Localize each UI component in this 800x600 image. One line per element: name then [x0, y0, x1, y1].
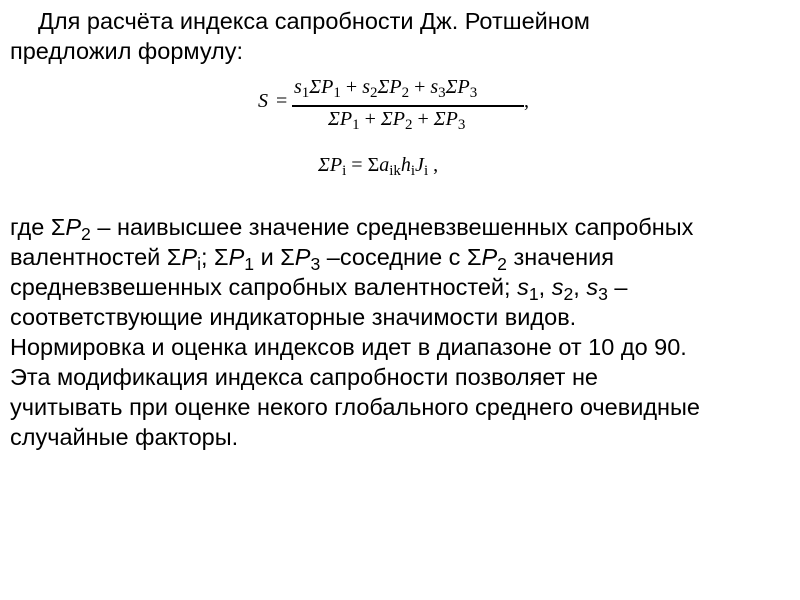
explanation-paragraph	[10, 212, 795, 452]
body-line-5: Нормировка и оценка индексов идет в диапазоне от 10 до 90.	[10, 334, 687, 360]
body-line-3: средневзвешенных сапробных валентностей; $s_1$, $s_2$, $s_3$ –	[10, 274, 628, 304]
formula-lhs: S	[258, 90, 268, 112]
fraction-bar	[292, 105, 524, 107]
body-line-6: Эта модификация индекса сапробности позволяет не	[10, 364, 598, 390]
formula-comma: ,	[524, 90, 529, 112]
body-line-1: где $\Sigma P_2$ – наивысшее значение средневзвешенных сапробных	[10, 214, 694, 244]
body-line-2: валентностей $\Sigma P_i$; $\Sigma P_1$ и $\Sigma P_3$ –соседние с $\Sigma P_2$ значения	[10, 244, 614, 274]
intro-paragraph	[10, 6, 790, 66]
intro-line-2: предложил формулу:	[10, 38, 244, 64]
valence-sum-formula: $\Sigma P_i = \Sigma a_{ik}h_iJ_i$ ,	[318, 154, 439, 180]
body-line-4: соответствующие индикаторные значимости видов.	[10, 304, 577, 330]
body-line-8: случайные факторы.	[10, 424, 239, 450]
formula-denominator: $\Sigma P_1 + \Sigma P_2 + \Sigma P_3$	[328, 108, 466, 134]
formula-equals: =	[276, 90, 288, 112]
intro-line-1: Для расчёта индекса сапробности Дж. Ротшейном	[38, 8, 590, 34]
formula-numerator: $s_1\Sigma P_1 + s_2\Sigma P_2 + s_3\Sigma P_3$	[294, 76, 478, 102]
body-line-7: учитывать при оценке некого глобального среднего очевидные	[10, 394, 700, 420]
